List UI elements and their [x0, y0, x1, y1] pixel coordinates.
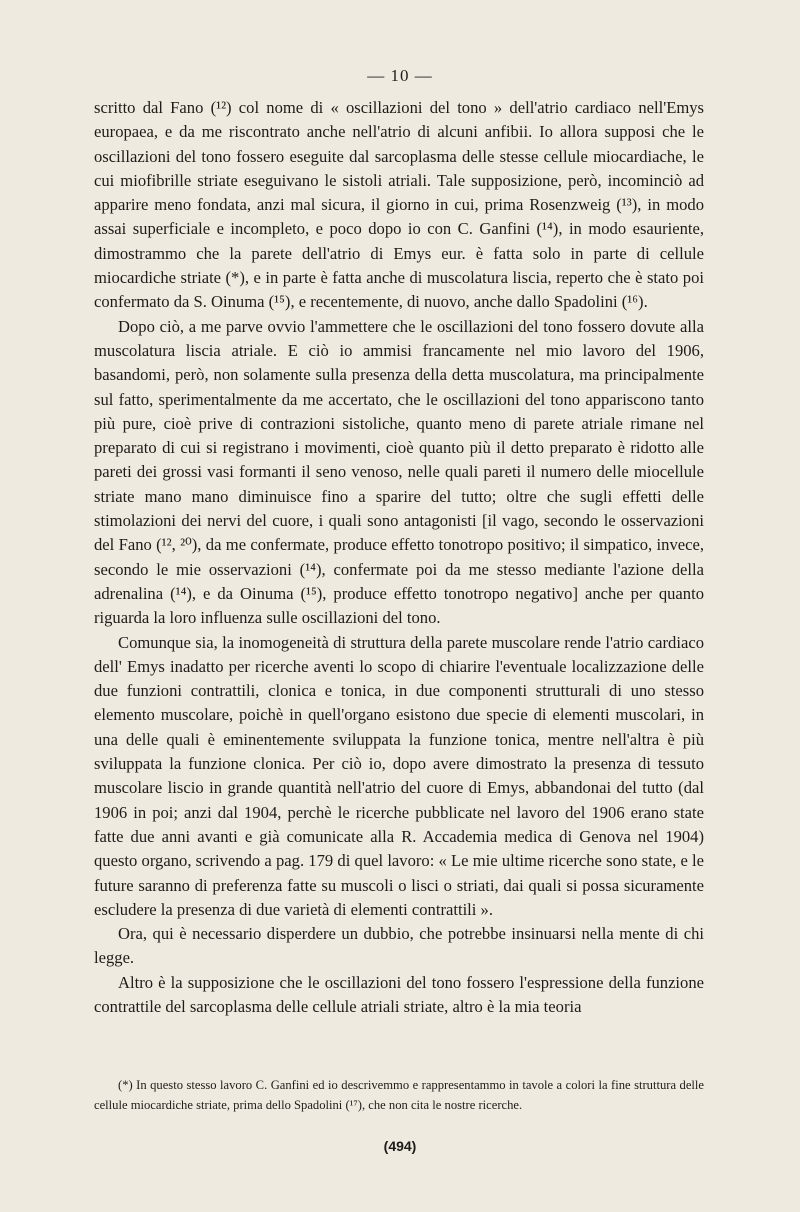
footnote: (*) In questo stesso lavoro C. Ganfini ed io descrivemmo e rappresentammo in tavole a colori la fine struttura delle cellule miocardiche striate, prima dello Spadolini (¹⁷), che non cita le nostre ricerche.: [94, 1078, 704, 1112]
paragraph: Ora, qui è necessario disperdere un dubbio, che potrebbe insinuarsi nella mente di chi legge.: [94, 924, 704, 968]
paragraph: Dopo ciò, a me parve ovvio l'ammettere che le oscillazioni del tono fossero dovute alla muscolatura liscia atriale. E ciò io ammisi francamente nel mio lavoro del 1906, basandomi, però, non solamente sulla presenza della detta muscolatura, ma principalmente sul fatto, sperimentalmente da me accertato, che le oscillazioni del tono appariscono tanto più pure, cioè prive di contrazioni sistoliche, quanto meno di parete atriale rimane nel preparato di cui si registrano i movimenti, cioè quanto più il detto preparato è ridotto alle pareti dei grossi vasi formanti il seno venoso, nelle quali pareti il numero delle miocellule striate mano mano diminuisce fino a sparire del tutto; oltre che sugli effetti delle stimolazioni dei nervi del cuore, i quali sono antagonisti [il vago, secondo le osservazioni del Fano (¹², ²⁰), da me confermate, produce effetto tonotropo positivo; il simpatico, invece, secondo le mie osservazioni (¹⁴), confermate poi da me stesso mediante l'azione della adrenalina (¹⁴), e da Oinuma (¹⁵), produce effetto tonotropo negativo] anche per quanto riguarda la loro influenza sulle oscillazioni del tono.: [94, 316, 704, 628]
folio-number: (494): [383, 1138, 417, 1154]
body-text: [94, 96, 704, 1019]
page-number: — 10 —: [367, 66, 433, 85]
paragraph: Comunque sia, la inomogeneità di struttura della parete muscolare rende l'atrio cardiaco dell' Emys inadatto per ricerche aventi lo scopo di chiarire l'eventuale localizzazione delle due funzioni contrattili, clonica e tonica, in due componenti strutturali di uno stesso elemento muscolare, poichè in quell'organo esistono due specie di elementi muscolari, in una delle quali è eminentemente sviluppata la funzione tonica, mentre nell'altra è più sviluppata la funzione clonica. Per ciò io, dopo avere dimostrato la presenza di tessuto muscolare liscio in grande quantità nell'atrio del cuore di Emys, abbandonai del tutto (dal 1906 in poi; anzi dal 1904, perchè le ricerche pubblicate nel lavoro del 1906 erano state fatte due anni avanti e già comunicate alla R. Accademia medica di Genova nel 1904) questo organo, scrivendo a pag. 179 di quel lavoro: « Le mie ultime ricerche sono state, e le future saranno di preferenza fatte su muscoli o lisci o striati, dai quali si possa sicuramente escludere la presenza di due varietà di elementi contrattili ».: [94, 632, 704, 919]
paragraph: Altro è la supposizione che le oscillazioni del tono fossero l'espressione della funzione contrattile del sarcoplasma delle cellule atriali striate, altro è la mia teoria: [94, 972, 704, 1016]
paragraph: scritto dal Fano (¹²) col nome di « oscillazioni del tono » dell'atrio cardiaco nell'Emys europaea, e da me riscontrato anche nell'atrio di alcuni anfibii. Io allora supposi che le oscillazioni del tono fossero eseguite dal sarcoplasma delle stesse cellule miocardiache, le cui miofibrille striate eseguivano le sistoli atriali. Tale supposizione, però, incominciò ad apparire meno fondata, anzi mal sicura, il giorno in cui, prima Rosenzweig (¹³), in modo assai superficiale e incompleto, e poco dopo io con C. Ganfini (¹⁴), in modo esauriente, dimostrammo che la parete dell'atrio di Emys eur. è fatta solo in parte di cellule miocardiche striate (*), e in parte è fatta anche di muscolatura liscia, reperto che è stato poi confermato da S. Oinuma (¹⁵), e recentemente, di nuovo, anche dallo Spadolini (¹⁶).: [94, 98, 704, 312]
